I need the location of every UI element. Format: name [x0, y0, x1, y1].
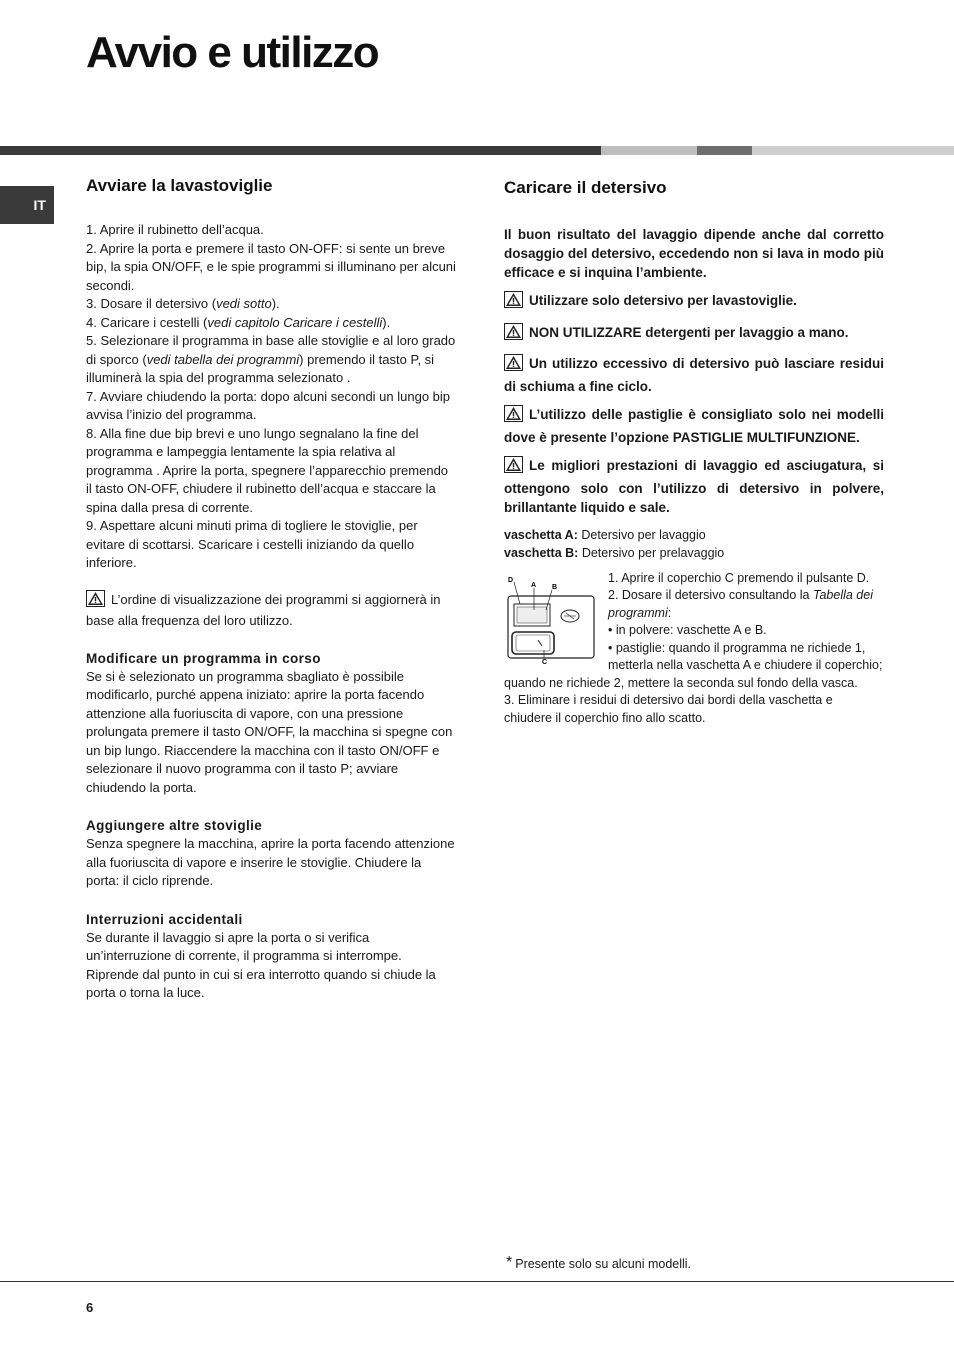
add-dishes-heading: Aggiungere altre stoviglie: [86, 818, 263, 833]
detergent-steps: [504, 570, 884, 728]
step-1: 1. Aprire il rubinetto dell’acqua.: [86, 222, 264, 237]
interruptions-section: [86, 911, 456, 1003]
program-order-note: L’ordine di visualizzazione dei programmi si aggiornerà in base alla frequenza del loro utilizzo.: [86, 591, 441, 628]
footnote-star: *: [506, 1254, 513, 1271]
page-title: Avvio e utilizzo: [86, 28, 379, 77]
tray-a-line: vaschetta A: Detersivo per lavaggio: [504, 527, 706, 542]
figure-label-c: C: [542, 658, 548, 664]
warning-item: Le migliori prestazioni di lavaggio ed asciugatura, si ottengono solo con l’utilizzo di detersivo in polvere, brillantante liquido e sale.: [504, 458, 884, 515]
figure-label-a: A: [531, 581, 537, 589]
start-steps: [86, 221, 456, 573]
warning-icon: [504, 354, 523, 377]
step-7: 7. Avviare chiudendo la porta: dopo alcuni secondi un lungo bip avvisa l’inizio del programma.: [86, 388, 451, 422]
detergent-dispenser-figure: [504, 572, 604, 664]
header-bar-dark: [0, 146, 601, 155]
warning-item: NON UTILIZZARE detergenti per lavaggio a mano.: [504, 323, 884, 346]
step-4: 4. Caricare i cestelli (vedi capitolo Caricare i cestelli).: [86, 314, 391, 330]
tray-legend: [504, 526, 884, 562]
figure-bullet-powder: • in polvere: vaschette A e B.: [608, 623, 767, 637]
modify-program-section: [86, 650, 456, 798]
figure-step-1: 1. Aprire il coperchio C premendo il pulsante D.: [608, 570, 870, 585]
modify-program-text: Se si è selezionato un programma sbagliato è possibile modificarlo, purché appena iniziato: aprire la porta facendo attenzione alla fuoriuscita di vapore, con una pressione prolungata premere il tasto ON/OFF, la macchina si spegne con un bip lungo. Riaccendere la macchina con il tasto ON/OFF e selezionare il nuovo programma con il tasto P; avviare chiudendo la porta.: [86, 668, 453, 795]
language-tab: IT: [0, 186, 54, 224]
step-8: 8. Alla fine due bip brevi e uno lungo segnalano la fine del programma e lampeggia lentamente la spia relativa al programma . Aprire la porta, spegnere l’apparecchio premendo il tasto ON-OFF, chiudere il rubinetto dell’acqua e staccare la spina dalla presa di corrente.: [86, 425, 449, 515]
warning-icon: [86, 590, 105, 612]
footnote: * Presente solo su alcuni modelli.: [506, 1254, 692, 1271]
add-dishes-text: Senza spegnere la macchina, aprire la porta facendo attenzione alla fuoriuscita di vapore e inserire le stoviglie. Chiudere la porta: il ciclo riprende.: [86, 836, 455, 888]
figure-step-2: 2. Dosare il detersivo consultando la Tabella dei programmi:: [608, 588, 873, 620]
add-dishes-section: [86, 817, 456, 891]
warning-icon: [504, 456, 523, 479]
section-heading-start: Avviare la lavastoviglie: [86, 176, 273, 195]
warning-icon: [504, 323, 523, 346]
footer-divider: [0, 1281, 954, 1282]
section-heading-detergent: Caricare il detersivo: [504, 178, 667, 197]
warning-item: Utilizzare solo detersivo per lavastoviglie.: [504, 291, 884, 314]
right-column: [504, 178, 884, 727]
warning-icon: [504, 405, 523, 428]
figure-step-3: 3. Eliminare i residui di detersivo dai bordi della vaschetta e chiudere il coperchio fino allo scatto.: [504, 693, 833, 725]
tray-b-line: vaschetta B: Detersivo per prelavaggio: [504, 545, 725, 560]
figure-bullet-tablets: • pastiglie: quando il programma ne richiede 1, metterla nella vaschetta A e chiudere il coperchio; quando ne richiede 2, mettere la seconda sul fondo della vasca.: [504, 640, 883, 690]
left-column: [86, 176, 456, 1003]
detergent-intro: Il buon risultato del lavaggio dipende anche dal corretto dosaggio del detersivo, eccedendo non si lava in modo più efficace e si inquina l’ambiente.: [504, 227, 884, 280]
warning-item: L’utilizzo delle pastiglie è consigliato solo nei modelli dove è presente l’opzione PASTIGLIE MULTIFUNZIONE.: [504, 407, 884, 445]
step-9: 9. Aspettare alcuni minuti prima di togliere le stoviglie, per evitare di scottarsi. Scaricare i cestelli iniziando da quello inferiore.: [86, 518, 418, 570]
figure-label-b: B: [552, 583, 558, 591]
interruptions-heading: Interruzioni accidentali: [86, 911, 243, 927]
step-5: 5. Selezionare il programma in base alle stoviglie e al loro grado di sporco (vedi tabella dei programmi) premendo il tasto P, si illuminerà la spia del programma selezionato .: [86, 333, 456, 385]
figure-label-d: D: [508, 576, 514, 584]
header-bar-light-end: [752, 146, 954, 155]
interruptions-text: Se durante il lavaggio si apre la porta o si verifica un’interruzione di corrente, il programma si interrompe. Riprende dal punto in cui si era interrotto quando si chiude la porta o torna la luce.: [86, 929, 436, 1000]
step-3: 3. Dosare il detersivo (vedi sotto).: [86, 296, 280, 311]
modify-program-heading: Modificare un programma in corso: [86, 650, 321, 666]
header-bar-mid: [697, 146, 752, 155]
page-number: 6: [86, 1300, 94, 1315]
warning-item: Un utilizzo eccessivo di detersivo può lasciare residui di schiuma a fine ciclo.: [504, 356, 884, 394]
warning-icon: [504, 291, 523, 314]
header-bar-light: [601, 146, 697, 155]
step-2: 2. Aprire la porta e premere il tasto ON-OFF: si sente un breve bip, la spia ON/OFF, e le spie programmi si illuminano per alcuni secondi.: [86, 240, 456, 293]
